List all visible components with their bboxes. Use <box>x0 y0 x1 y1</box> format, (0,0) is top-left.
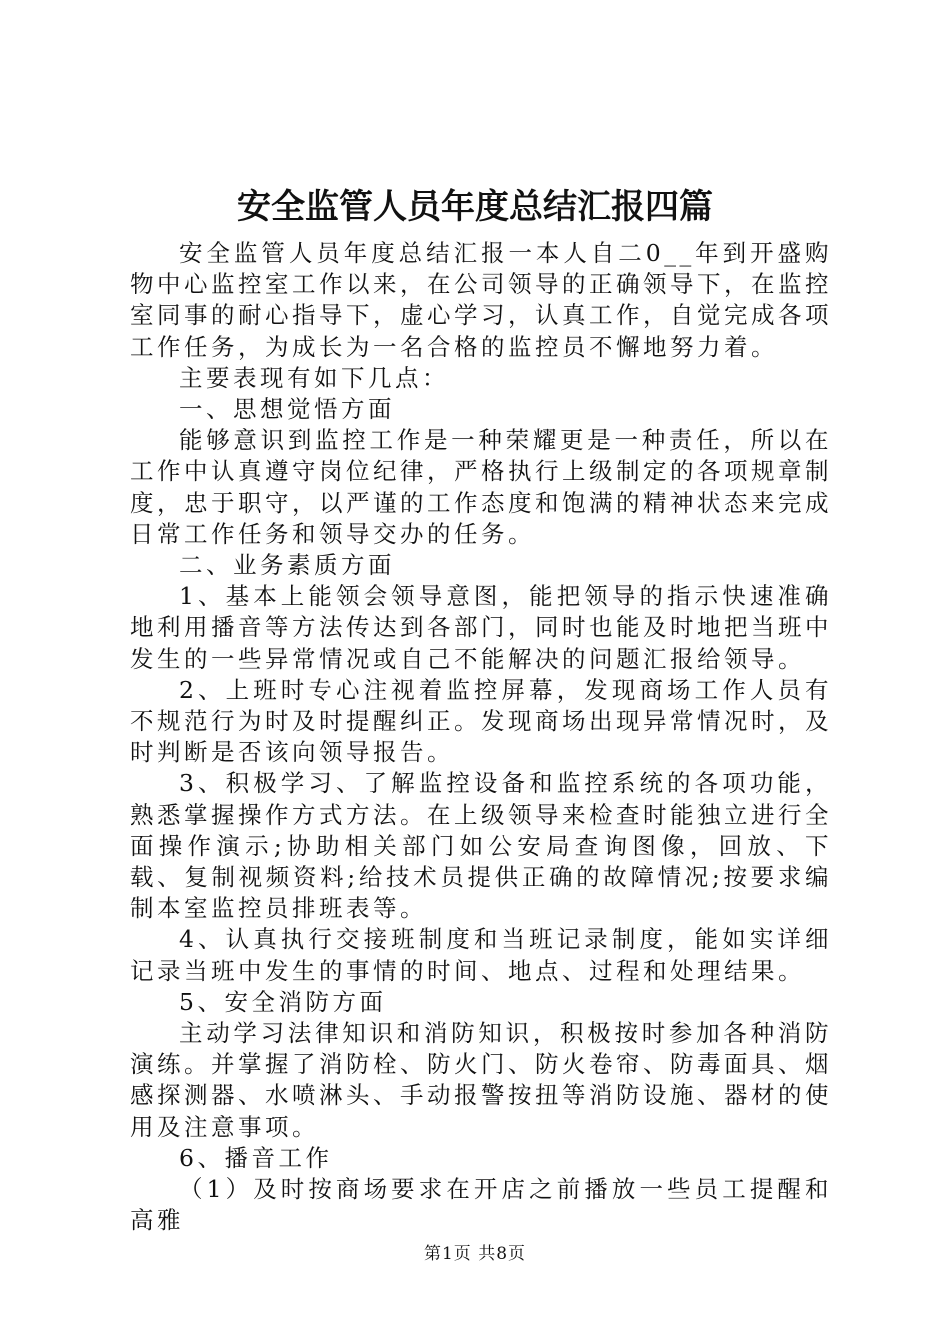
paragraph-main-points: 主要表现有如下几点： <box>179 363 449 392</box>
paragraph-item-2: 2、上班时专心注视着监控屏幕，发现商场工作人员有不规范行为时及时提醒纠正。发现商场出现异常情况时，及时判断是否该向领导报告。 <box>130 675 832 767</box>
paragraph-item-1: 1、基本上能领会领导意图，能把领导的指示快速准确地利用播音等方法传达到各部门，同时也能及时地把当班中发生的一些异常情况或自己不能解决的问题汇报给领导。 <box>130 582 832 673</box>
section-heading-broadcast: 6、播音工作 <box>179 1143 333 1172</box>
paragraph-broadcast-1: （1）及时按商场要求在开店之前播放一些员工提醒和高雅 <box>130 1175 832 1235</box>
document-body <box>130 238 832 1237</box>
section-heading-professional: 二、业务素质方面 <box>179 551 395 580</box>
paragraph-item-4: 4、认真执行交接班制度和当班记录制度，能如实详细记录当班中发生的事情的时间、地点、过程和处理结果。 <box>130 925 832 985</box>
paragraph-ideology: 能够意识到监控工作是一种荣耀更是一种责任，所以在工作中认真遵守岗位纪律，严格执行上级制定的各项规章制度，忠于职守，以严谨的工作态度和饱满的精神状态来完成日常工作任务和领导交办的任务。 <box>130 426 832 548</box>
page-footer: 第1页 共8页 <box>423 1244 527 1264</box>
document-title: 安全监管人员年度总结汇报四篇 <box>237 187 713 227</box>
section-heading-ideology: 一、思想觉悟方面 <box>179 395 395 424</box>
paragraph-fire-safety: 主动学习法律知识和消防知识，积极按时参加各种消防演练。并掌握了消防栓、防火门、防火卷帘、防毒面具、烟感探测器、水喷淋头、手动报警按扭等消防设施、器材的使用及注意事项。 <box>130 1019 832 1141</box>
paragraph-intro: 安全监管人员年度总结汇报一本人自二0__年到开盛购物中心监控室工作以来，在公司领导的正确领导下，在监控室同事的耐心指导下，虚心学习，认真工作，自觉完成各项工作任务，为成长为一名合格的监控员不懈地努力着。 <box>130 239 832 361</box>
section-heading-fire-safety: 5、安全消防方面 <box>179 987 387 1016</box>
paragraph-item-3: 3、积极学习、了解监控设备和监控系统的各项功能，熟悉掌握操作方式方法。在上级领导来检查时能独立进行全面操作演示;协助相关部门如公安局查询图像，回放、下载、复制视频资料;给技术员提供正确的故障情况;按要求编制本室监控员排班表等。 <box>130 769 832 923</box>
